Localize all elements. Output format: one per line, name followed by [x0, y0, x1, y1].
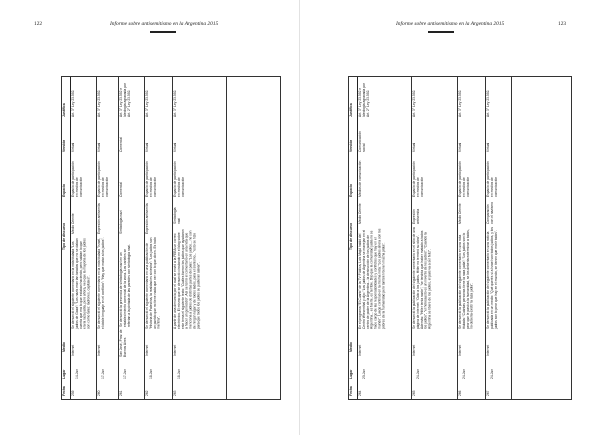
row-place: Internet [458, 344, 462, 356]
row-place: Internet [173, 344, 177, 356]
col-header-version: Versión [349, 139, 353, 152]
row-place: San José, Prov. de Buenos Aires [119, 329, 127, 357]
row-date: 24-Jun [416, 368, 420, 379]
row-tipo: Medio Oriente [71, 213, 75, 234]
row-tipo: Expresión antisemita [97, 203, 101, 234]
col-header-lugar: Lugar [62, 369, 66, 379]
row-place: Internet [486, 344, 490, 356]
row-tipo: Medio Oriente [458, 203, 462, 224]
row-espacio: Espacio de participación en medios de comunicación [412, 161, 424, 197]
row-tipo: Simbología nazi [173, 207, 181, 224]
col-header-lugar: Lugar [349, 369, 353, 379]
row-justifica: Art. 3° Ley 23.592. [486, 89, 490, 117]
row-date: 18-Jun [177, 368, 181, 379]
row-place: Internet [412, 344, 416, 356]
row-date: 24-Jun [490, 368, 494, 379]
row-medio: Se denunció la presencia de simbología nazi en un establecimiento comercial de la zona. Los carteles se referían a la pintada de las paredes con simbología nazi. [119, 244, 131, 327]
col-header-version: Versión [62, 139, 66, 152]
row-date: 20-Jun [362, 368, 366, 379]
row-number: 261 [119, 390, 123, 396]
row-justifica: Art. 3° Ley 23.592. [458, 89, 462, 117]
row-medio: Se denunció la publicación del siguiente comentario en una nota titulada: "Cuántas personas tiene la raza judía": "Los judíos son lo peor que le pasó a la humanidad, se los debería exterminar a todos, no debería existir la raza judía". [458, 229, 474, 329]
row-medio: En el programa "El Cuarto" de la TV Pública, Luis Majul habló del Centro Wiesenthal y dijo: "Los judíos de Argentina se manejan en el centro de poder de la Argentina... la destrucción de los judíos de Argentina... es fuerte, es terrible. Dijo que la comunidad judía no se hace cargo de las responsabilidades y conflictos que hay en el mundo". Luego continuó en la misma nota: "Los judíos ahora son los pobres de la humanidad pero también tienen mucha plata". [358, 228, 386, 329]
row-medio: Se denunció la publicación del siguiente comentario en el sitio de una página de internet: "Odio a los judíos. Hitler no terminó su obra". Además: "Hitler tenía razón", "se tendría que haber matado a todos los judíos", "el holocausto es un invento de los judíos". "Cuando la Argentina se libere de los judíos, el país va a ser feliz". [412, 227, 432, 329]
col-header-justifica: Justifica [62, 103, 66, 117]
row-espacio: Espacio de participación en medios de comunicación [145, 161, 157, 197]
row-version: Virtual [71, 142, 75, 152]
row-espacio: Medios de comunicación [358, 160, 362, 197]
row-number: 262 [145, 390, 149, 396]
row-date: 17-Jun [123, 368, 127, 379]
row-medio: Se denunció el siguiente comentario en la nota titulada "Los judíos de Gaza": "Los nazis eran tan tarados que no se daban cuenta que era lo que estaban haciendo, pero sabían lo que era la raza judía, pero ahora, veo que la mayoría de los judíos son como tales: ladrones, capitales". [71, 238, 91, 329]
row-version: Virtual [412, 142, 416, 152]
row-number: 265 [412, 390, 416, 396]
row-espacio: Espacio de participación en medios de comunicación [71, 161, 83, 197]
col-header-medio: Medio [349, 342, 353, 352]
page-number: 122 [34, 21, 43, 27]
row-place: Internet [145, 344, 149, 356]
col-header-espacio: Espacio [62, 183, 66, 197]
row-number: 260 [97, 390, 101, 396]
row-espacio: Espacio de participación en medios de comunicación [173, 161, 185, 197]
row-version: Comercial [119, 137, 123, 152]
header-rule [150, 31, 176, 33]
page-number: 123 [558, 21, 567, 27]
row-justifica: Art. 3° Ley 23.592. [97, 89, 101, 117]
row-justifica: Art. 3° Ley 23.592. [173, 89, 177, 117]
col-header-medio: Medio [62, 342, 66, 352]
row-date: 24-Jun [462, 368, 466, 379]
incident-table [348, 76, 572, 400]
row-tipo: Expresión antisemita [412, 208, 420, 224]
col-header-tipo: Tipo de discurso [62, 222, 66, 250]
col-header-espacio: Espacio [349, 183, 353, 197]
row-tipo: Medio Oriente [358, 203, 362, 224]
col-header-tipo: Tipo de discurso [349, 222, 353, 250]
row-justifica: Art. 3° Ley 23.592. [145, 89, 149, 117]
row-date: 17-Jun [101, 368, 105, 379]
row-espacio: Espacio de participación en medios de comunicación [458, 161, 470, 197]
header-rule [428, 31, 454, 33]
col-header-fecha: Fecha [62, 386, 66, 396]
row-medio: Se denunció la publicación del siguiente comentario en una noticia publicada en un medio: "Qué querés si a Israel son todos judíos, y los judíos son lo peor que hay en el mundo, se tienen que morir todos". [486, 227, 498, 329]
row-number: 263 [173, 390, 177, 396]
row-date: 14-Jun [75, 368, 79, 379]
row-justifica: Art. 3° Ley 23.592 e Ideología agravada por Art. 2° Ley 23.592. [119, 83, 131, 117]
row-justifica: Art. 3° Ley 23.592 e Ideología agravada por Art. 2° Ley 23.592. [358, 83, 370, 117]
row-espacio: Espacio de participación en medios de comunicación [486, 161, 498, 197]
row-medio: A partir de una denuncia por el cual se envió a la FEBA un correo electrónico. El mismo que se denunció circulando en el blog sobre este tema el siguiente texto: "Cuáles fueron los judíos que ayudaron a hacer un genocidio". Así se tomó el comentario en una nota que menciona a judíos de distintas partes del país: "Los judíos... no son de ningún lugar y de todos lados, para el sionismo... "esto se hizo para que todos los judíos se pudieran salvar". [173, 229, 201, 329]
row-version: Virtual [173, 142, 177, 152]
incident-table [61, 76, 281, 400]
row-version: Comunicación social [358, 131, 366, 152]
row-justifica: Art. 3° Ley 23.592. [71, 89, 75, 117]
row-version: Virtual [97, 142, 101, 152]
row-version: Virtual [458, 142, 462, 152]
row-number: 267 [486, 390, 490, 396]
row-espacio: Espacio de participación en medios de comunicación [97, 161, 109, 197]
row-espacio: Comercial [119, 182, 123, 197]
row-date: 18-Jun [149, 368, 153, 379]
row-number: 264 [358, 390, 362, 396]
row-medio: Se denunció el siguiente comentario en la nota titulada "Israel, el doble lenguaje en el conflicto": "Hay que matar a los judíos". [97, 237, 105, 329]
col-header-justifica: Justifica [349, 103, 353, 117]
row-version: Virtual [486, 142, 490, 152]
row-medio: Se denunció el siguiente comentario en una publicación de "Historia de Palestina, la realidad es siniestra": "Los judíos son un pueblo que no tiene nada que ver con lo que dicen. Es todo mentira". [145, 237, 161, 329]
running-title: Informe sobre antisemitismo en la Argentina 2015 [396, 21, 505, 27]
row-place: Internet [97, 344, 101, 356]
row-tipo: Expresión antisemita [145, 203, 149, 234]
right-page [300, 0, 600, 435]
row-number: 259 [71, 390, 75, 396]
row-version: Virtual [145, 142, 149, 152]
row-tipo: Comparación con el nazismo [486, 202, 494, 224]
row-number: 266 [458, 390, 462, 396]
row-tipo: Simbología nazi [119, 210, 123, 234]
row-place: Internet [358, 344, 362, 356]
running-title: Informe sobre antisemitismo en la Argentina 2015 [110, 21, 219, 27]
row-justifica: Art. 3° Ley 23.592. [412, 89, 416, 117]
col-header-fecha: Fecha [349, 386, 353, 396]
row-place: Internet [71, 344, 75, 356]
